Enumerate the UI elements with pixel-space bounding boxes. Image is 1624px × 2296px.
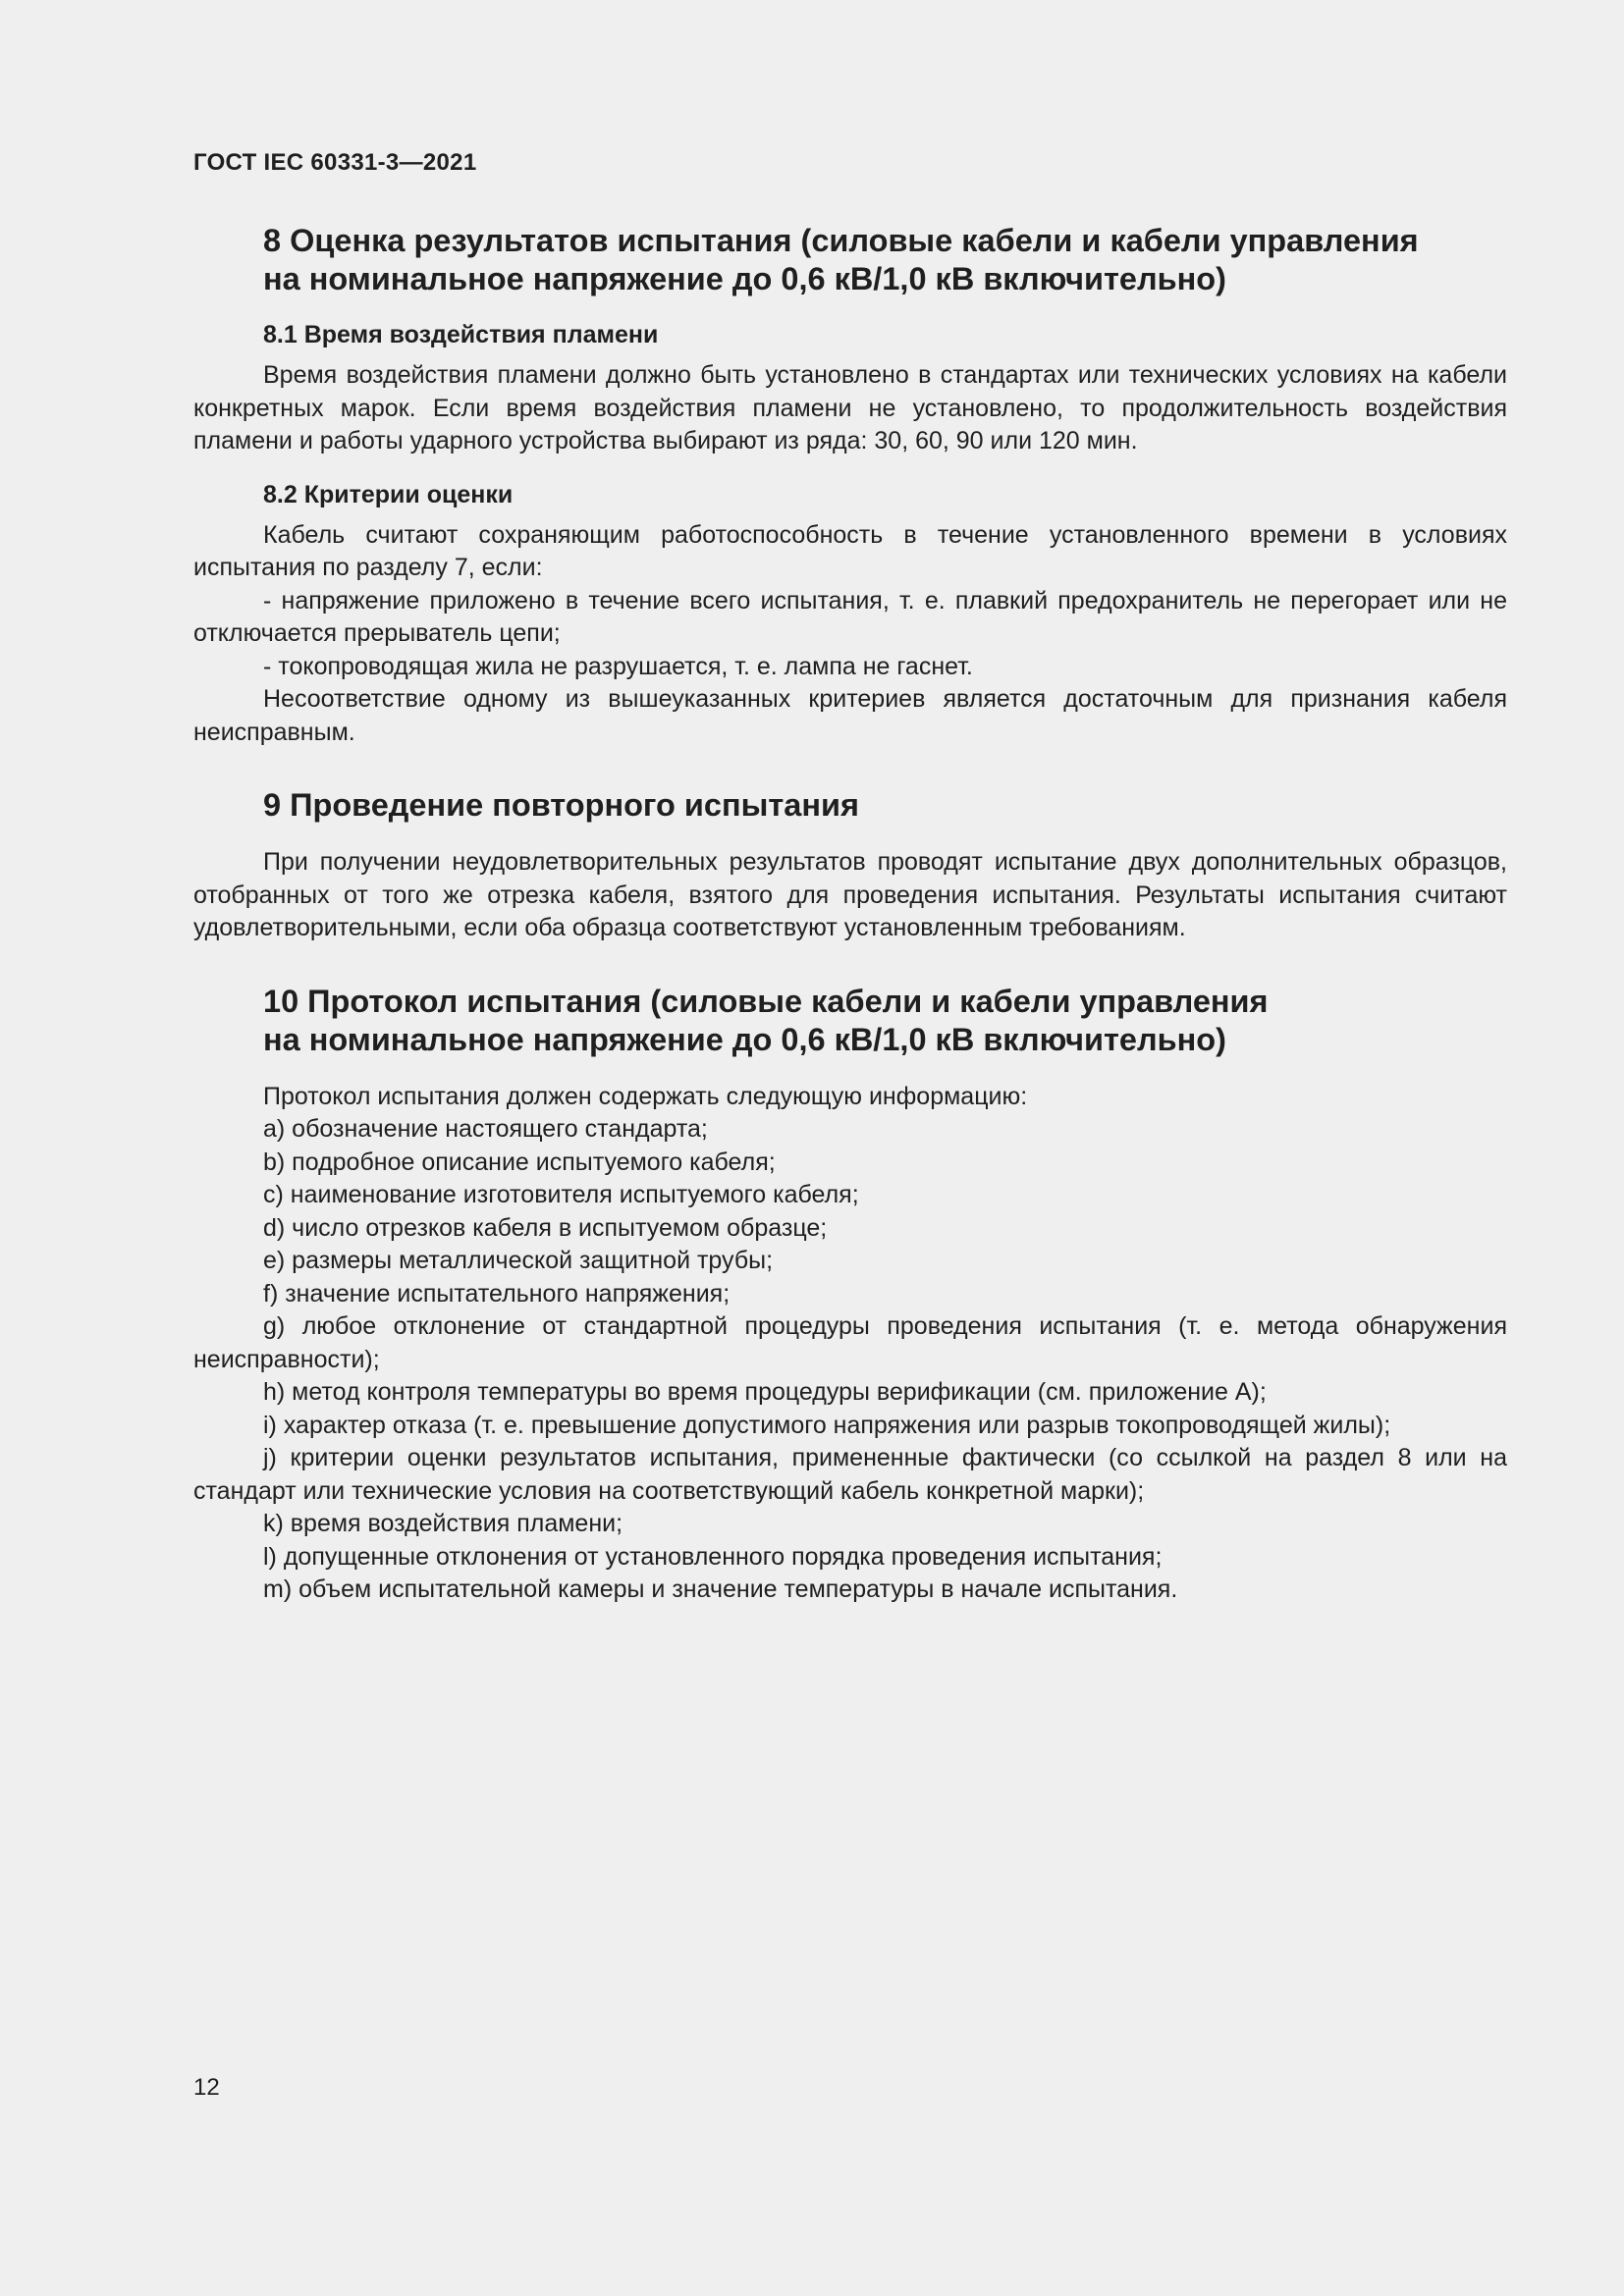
- criterion-2: - токопроводящая жила не разрушается, т. е. лампа не гаснет.: [263, 652, 973, 680]
- protocol-items-list: [193, 1113, 1507, 1607]
- document-body: [193, 222, 1507, 1607]
- list-item: k) время воздействия пламени;: [263, 1510, 623, 1537]
- page-number: 12: [193, 2074, 220, 2101]
- section-8-heading-line2: на номинальное напряжение до 0,6 кВ/1,0 кВ включительно): [263, 261, 1226, 296]
- list-item: i) характер отказа (т. е. превышение допустимого напряжения или разрыв токопроводящей жилы);: [263, 1411, 1391, 1439]
- list-item: d) число отрезков кабеля в испытуемом образце;: [263, 1213, 828, 1242]
- list-item: g) любое отклонение от стандартной процедуры проведения испытания (т. е. метода обнаружения неисправности);: [193, 1312, 1507, 1373]
- section-8-heading-line1: 8 Оценка результатов испытания (силовые кабели и кабели управления: [263, 223, 1419, 258]
- section-10-heading: [193, 983, 1507, 1059]
- subsection-8-2-intro: Кабель считают сохраняющим работоспособность в течение установленного времени в условиях испытания по разделу 7, если:: [193, 520, 1507, 581]
- section-9-text: При получении неудовлетворительных результатов проводят испытание двух дополнительных образцов, отобранных от того же отрезка кабеля, взятого для проведения испытания. Результаты испытания считают удовлетворительными, если оба образца соответствуют установленным требованиям.: [193, 848, 1507, 941]
- section-10-heading-line1: 10 Протокол испытания (силовые кабели и кабели управления: [263, 983, 1269, 1019]
- subsection-8-2-closing: Несоответствие одному из вышеуказанных критериев является достаточным для признания кабеля неисправным.: [193, 685, 1507, 746]
- section-10-intro: Протокол испытания должен содержать следующую информацию:: [263, 1082, 1028, 1110]
- list-item: e) размеры металлической защитной трубы;: [263, 1247, 774, 1274]
- list-item: h) метод контроля температуры во время процедуры верификации (см. приложение А);: [263, 1378, 1267, 1406]
- subsection-8-2-heading: 8.2 Критерии оценки: [263, 480, 514, 508]
- list-item: b) подробное описание испытуемого кабеля;: [263, 1148, 776, 1176]
- criterion-1: - напряжение приложено в течение всего испытания, т. е. плавкий предохранитель не перегорает или не отключается прерыватель цепи;: [193, 586, 1507, 647]
- section-10-heading-line2: на номинальное напряжение до 0,6 кВ/1,0 кВ включительно): [263, 1021, 1226, 1057]
- section-8-heading: [193, 222, 1507, 298]
- subsection-8-1-heading: 8.1 Время воздействия пламени: [263, 321, 659, 348]
- document-header: ГОСТ IEC 60331-3—2021: [193, 149, 477, 176]
- subsection-8-1-text: Время воздействия пламени должно быть установлено в стандартах или технических условиях на кабели конкретных марок. Если время воздействия пламени не установлено, то продолжительность воздействия пламени и работы ударного устройства выбирают из ряда: 30, 60, 90 или 120 мин.: [193, 361, 1507, 454]
- list-item: l) допущенные отклонения от установленного порядка проведения испытания;: [263, 1542, 1163, 1571]
- list-item: f) значение испытательного напряжения;: [263, 1279, 731, 1308]
- list-item: j) критерии оценки результатов испытания, примененные фактически (со ссылкой на раздел 8 или на стандарт или технические условия на соответствующий кабель конкретной марки);: [193, 1444, 1507, 1505]
- list-item: a) обозначение настоящего стандарта;: [263, 1115, 708, 1143]
- section-9-heading: 9 Проведение повторного испытания: [263, 787, 859, 823]
- list-item: c) наименование изготовителя испытуемого кабеля;: [263, 1181, 859, 1208]
- list-item: m) объем испытательной камеры и значение температуры в начале испытания.: [263, 1575, 1178, 1603]
